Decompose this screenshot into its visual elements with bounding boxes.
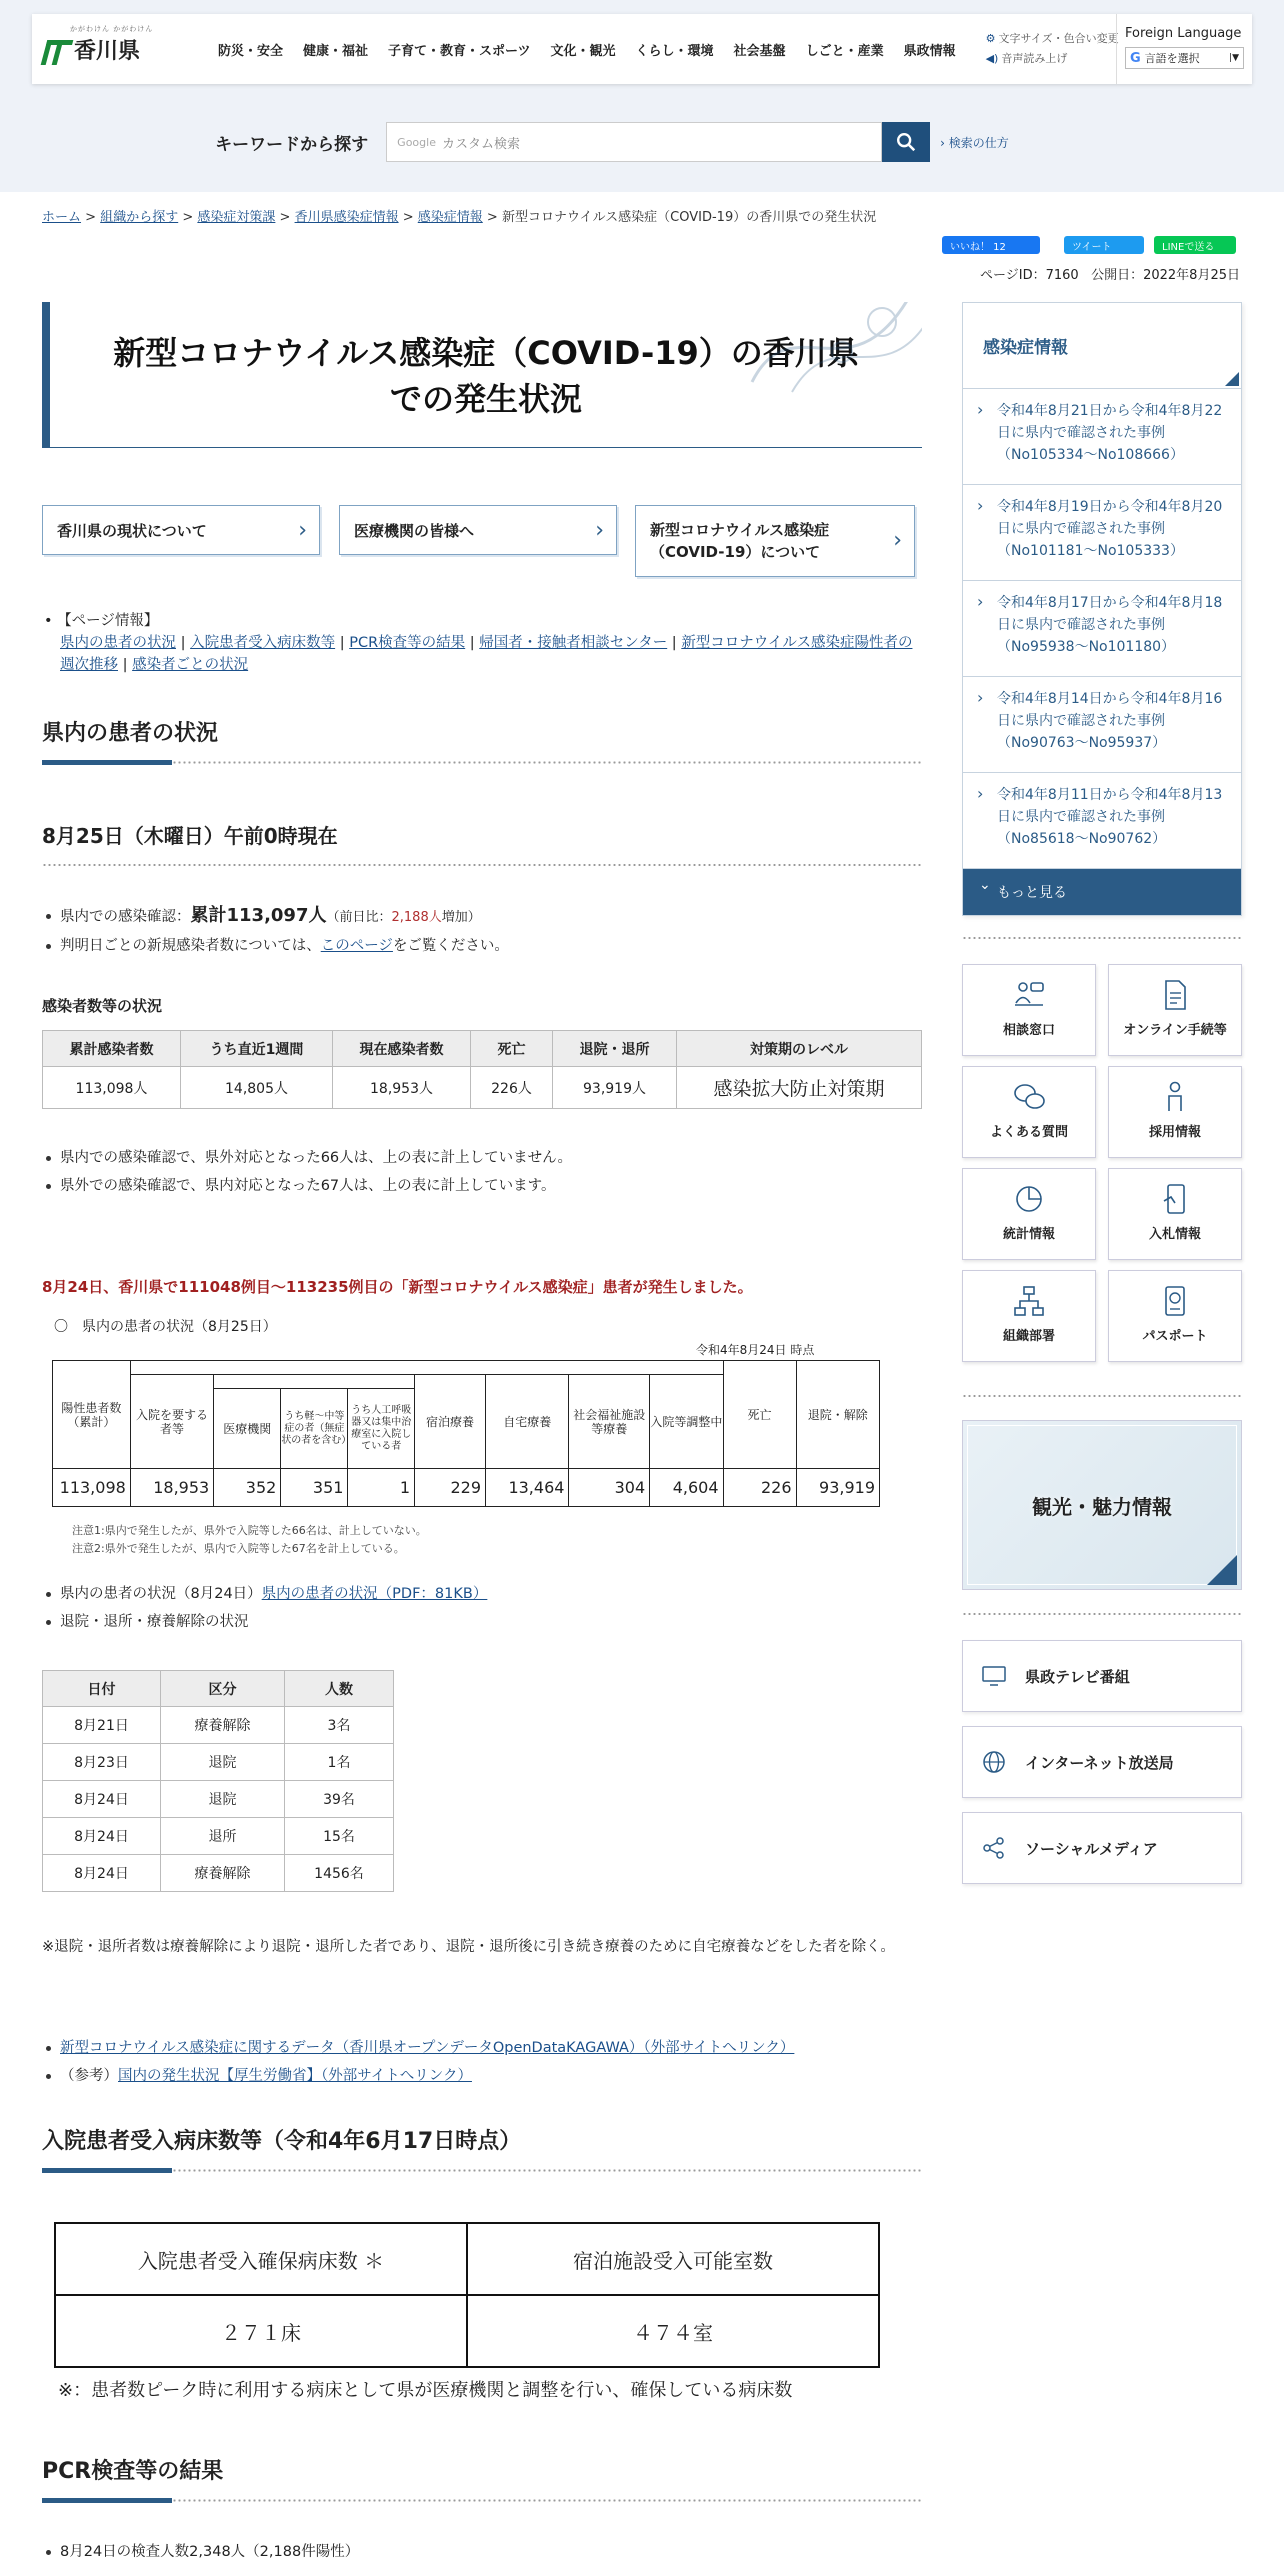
nav-item[interactable]: 防災・安全 <box>218 43 284 59</box>
patients-as-of: 令和4年8月24日 時点 <box>696 1343 815 1357</box>
tourism-banner[interactable] <box>962 1420 1242 1590</box>
tile-statistics[interactable] <box>962 1168 1096 1260</box>
tile-faq[interactable] <box>962 1066 1096 1158</box>
table-cell: 退所 <box>161 1818 285 1855</box>
total-cases: 累計113,097人 <box>190 905 327 926</box>
anchor-link[interactable]: 新型コロナウイルス感染症陽性者の週次推移 <box>60 635 913 673</box>
monitor-icon <box>981 1663 1007 1689</box>
tile-online-procedures[interactable] <box>1108 964 1242 1056</box>
list-item: 県外での感染確認で、県内対応となった67人は、上の表に計上しています。 <box>44 1172 572 1200</box>
discharge-remark: ※退院・退所者数は療養解除により退院・退所した者であり、退院・退所後に引き続き療養のために自宅療養などをした者を除く。 <box>42 1939 895 1955</box>
table-cell: 8月23日 <box>43 1744 161 1781</box>
table-cell: 93,919 <box>796 1469 879 1507</box>
list-item: 県内での感染確認で、県外対応となった66人は、上の表に計上していません。 <box>44 1144 572 1172</box>
global-nav <box>218 40 956 59</box>
table-row <box>43 1818 394 1855</box>
line-label: LINEで送る <box>1162 241 1215 253</box>
nav-item[interactable]: 文化・観光 <box>550 43 616 59</box>
table-cell: 8月21日 <box>43 1707 161 1744</box>
font-color-setting-link[interactable] <box>986 29 1119 49</box>
show-more-label: ⌄ もっと見る <box>997 885 1067 901</box>
table-cell: 93,919人 <box>553 1067 677 1109</box>
tile-label: 相談窓口 <box>1002 1023 1055 1038</box>
list-item <box>44 2034 794 2062</box>
line-share-button[interactable] <box>1154 236 1236 254</box>
table-header: 区分 <box>161 1671 285 1707</box>
patients-caption: 〇 県内の患者の状況（8月25日） <box>54 1319 277 1335</box>
social-buttons <box>942 236 1236 254</box>
anchor-link[interactable]: 帰国者・接触者相談センター <box>479 635 668 651</box>
search-help-link[interactable]: › 検索の仕方 <box>940 135 1009 150</box>
fb-label: いいね！ 12 <box>950 241 1006 253</box>
social-media-link[interactable] <box>962 1812 1242 1884</box>
table-header: 累計感染者数 <box>43 1031 181 1067</box>
table-cell: 352 <box>214 1469 281 1507</box>
list-item <box>44 902 509 932</box>
table-header: 宿泊施設受入可能室数 <box>467 2223 879 2295</box>
notes-list <box>44 1144 572 1200</box>
list-item <box>44 1580 487 1608</box>
table-cell: 1名 <box>285 1744 394 1781</box>
search-help-label: 検索の仕方 <box>948 135 1009 150</box>
language-selector <box>1116 14 1252 84</box>
tile-bidding[interactable] <box>1108 1168 1242 1260</box>
nav-item[interactable]: くらし・環境 <box>635 43 714 59</box>
speech-bubble-icon <box>1011 1079 1047 1115</box>
table-header: うち人工呼吸器又は集中治療室に入院している者 <box>348 1389 415 1469</box>
note: 注意1:県内で発生したが、県外で入院等した66名は、計上していない。 <box>72 1524 427 1537</box>
tile-label: 採用情報 <box>1148 1125 1201 1140</box>
nav-item[interactable]: しごと・産業 <box>805 43 884 59</box>
table-row <box>53 1469 880 1507</box>
table-cell: 304 <box>569 1469 650 1507</box>
language-dropdown[interactable] <box>1125 47 1244 69</box>
org-chart-icon <box>1011 1283 1047 1319</box>
list-item <box>44 2062 794 2090</box>
daily-increase: 2,188人 <box>391 910 442 925</box>
table-header: 退院・退所 <box>553 1031 677 1067</box>
gear-icon: ⚙ <box>985 32 996 45</box>
table-cell: 8月24日 <box>43 1818 161 1855</box>
table-header: 死亡 <box>723 1361 796 1469</box>
nav-item[interactable]: 子育て・教育・スポーツ <box>388 43 531 59</box>
google-search-brand: Google <box>397 135 436 149</box>
site-header <box>32 14 1252 84</box>
tile-recruitment[interactable] <box>1108 1066 1242 1158</box>
table-cell: ４７４室 <box>467 2295 879 2367</box>
nav-item[interactable]: 県政情報 <box>903 43 956 59</box>
page-title: 新型コロナウイルス感染症（COVID-19）の香川県での発生状況 <box>113 334 859 418</box>
search-placeholder: カスタム検索 <box>441 136 520 152</box>
section-heading-patients: 県内の患者の状況 <box>42 716 922 765</box>
table-header: 入院を要する者等 <box>130 1375 213 1469</box>
table-cell: 226 <box>723 1469 796 1507</box>
tile-label: パスポート <box>1142 1329 1208 1344</box>
sidebar-item[interactable]: › 令和4年8月14日から令和4年8月16日に県内で確認された事例（No90763～No95937） <box>963 677 1241 773</box>
document-icon <box>1157 977 1193 1013</box>
mhlw-link[interactable]: 国内の発生状況【厚生労働省】（外部サイトへリンク） <box>118 2068 472 2084</box>
pie-chart-icon <box>1011 1181 1047 1217</box>
search-label: キーワードから探す <box>215 134 369 155</box>
list-item: 退院・退所・療養解除の状況 <box>44 1608 487 1636</box>
table-header: 医療機関 <box>214 1389 281 1469</box>
table-cell: 351 <box>281 1469 348 1507</box>
table-cell: 18,953 <box>130 1469 213 1507</box>
table-notes <box>72 1522 427 1558</box>
tile-label: オンライン手続等 <box>1123 1023 1227 1038</box>
covid19-about-button[interactable] <box>635 505 915 577</box>
discharge-table <box>42 1670 394 1892</box>
page-meta <box>980 264 1240 283</box>
status-table <box>42 1030 922 1109</box>
table-cell: 14,805人 <box>181 1067 333 1109</box>
table-header: 社会福祉施設等療養 <box>569 1375 650 1469</box>
medical-institutions-button[interactable] <box>339 505 617 555</box>
tweet-label: ツイート <box>1072 241 1112 253</box>
tile-label: 入札情報 <box>1148 1227 1201 1242</box>
text: をご覧ください。 <box>392 938 509 954</box>
globe-icon <box>981 1749 1007 1775</box>
page-info: • 【ページ情報】 県内の患者の状況 | 入院患者受入病床数等 | PCR検査等の結果 | 帰国者・接触者相談センター | 新型コロナウイルス感染症陽性者の週次推移 | 感染者ごとの状況 <box>44 613 913 673</box>
font-setting-label: 文字サイズ・色合い変更 <box>998 32 1119 45</box>
tweet-button[interactable] <box>1064 236 1144 254</box>
patients-pdf-link[interactable]: 県内の患者の状況（PDF：81KB） <box>261 1586 488 1602</box>
table-cell: 18,953人 <box>333 1067 471 1109</box>
table-header: 入院患者受入確保病床数 ＊ <box>55 2223 467 2295</box>
breadcrumb-link[interactable]: 感染症対策課 <box>197 210 276 225</box>
anchor-link[interactable]: 感染者ごとの状況 <box>132 657 249 673</box>
breadcrumb-link[interactable]: 感染症情報 <box>417 210 483 225</box>
note: 注意2:県外で発生したが、県内で入院等した67名を計上している。 <box>72 1542 405 1555</box>
divider <box>962 1612 1242 1616</box>
tv-program-link[interactable] <box>962 1640 1242 1712</box>
table-header-spacer <box>130 1361 723 1375</box>
nav-item[interactable]: 社会基盤 <box>733 43 786 59</box>
table-row <box>55 2295 879 2367</box>
table-cell: 226人 <box>471 1067 553 1109</box>
list-item: 8月24日の検査人数2,348人（2,188件陽性） <box>44 2538 359 2566</box>
share-icon <box>981 1835 1007 1861</box>
logo-text: 香川県 <box>74 38 141 64</box>
published-date: 公開日：2022年8月25日 <box>1091 268 1240 283</box>
table-header: 死亡 <box>471 1031 553 1067</box>
text: 判明日ごとの新規感染者数については、 <box>60 938 321 954</box>
breadcrumb: ホーム > 組織から探す > 感染症対策課 > 香川県感染症情報 > 感染症情報 > 新型コロナウイルス感染症（COVID-19）の香川県での発生状況 <box>42 210 877 225</box>
anchor-link[interactable]: 県内の患者の状況 <box>60 635 176 651</box>
sidebar-title: 感染症情報 <box>963 303 1241 389</box>
anchor-link[interactable]: PCR検査等の結果 <box>349 635 466 651</box>
text: （前日比： <box>326 910 392 925</box>
page-info-label: 【ページ情報】 <box>57 613 159 629</box>
table-cell: 1456名 <box>285 1855 394 1892</box>
language-dropdown-label: 言語を選択 <box>1144 52 1200 65</box>
sidebar-item[interactable]: › 令和4年8月11日から令和4年8月13日に県内で確認された事例（No85618～No90762） <box>963 773 1241 869</box>
table-header: 対策期のレベル <box>677 1031 922 1067</box>
tile-organization[interactable] <box>962 1270 1096 1362</box>
sidebar-infection-info <box>962 302 1242 916</box>
section-heading-beds: 入院患者受入病床数等（令和4年6月17日時点） <box>42 2124 922 2173</box>
table-cell: 療養解除 <box>161 1855 285 1892</box>
text: 県内での感染確認： <box>60 909 191 925</box>
table-row <box>43 1067 922 1109</box>
site-logo[interactable] <box>42 24 182 65</box>
divider <box>962 1394 1242 1398</box>
voice-reading-link[interactable] <box>986 49 1119 69</box>
table-row <box>43 1781 394 1818</box>
table-cell: 15名 <box>285 1818 394 1855</box>
divider <box>962 936 1242 940</box>
table-cell: 療養解除 <box>161 1707 285 1744</box>
this-page-link[interactable]: このページ <box>320 938 393 954</box>
table-cell: 8月24日 <box>43 1781 161 1818</box>
floral-decoration-icon <box>732 302 922 402</box>
banner-label: 観光・魅力情報 <box>1032 1494 1172 1519</box>
link-label: 県政テレビ番組 <box>1025 1667 1130 1686</box>
table-cell: 4,604 <box>650 1469 723 1507</box>
table-cell: 8月24日 <box>43 1855 161 1892</box>
bidding-icon <box>1157 1181 1193 1217</box>
table-cell: 感染拡大防止対策期 <box>677 1067 922 1109</box>
patients-table <box>52 1360 880 1507</box>
breadcrumb-link[interactable]: ホーム <box>42 210 82 225</box>
search-bar <box>0 122 1284 162</box>
tile-label: 組織部署 <box>1002 1329 1055 1344</box>
button-label: 香川県の現状について <box>57 521 207 540</box>
table-header: うち軽～中等症の者（無症状の者を含む） <box>281 1389 348 1469</box>
kagawa-logo-icon <box>42 36 68 62</box>
button-label: 新型コロナウイルス感染症（COVID-19）について <box>650 521 830 561</box>
table-header: うち直近1週間 <box>181 1031 333 1067</box>
internet-broadcast-link[interactable] <box>962 1726 1242 1798</box>
text: 増加） <box>441 910 481 925</box>
pdf-links-list <box>44 1580 487 1636</box>
voice-label: 音声読み上げ <box>1001 52 1068 65</box>
pcr-list <box>44 2538 359 2566</box>
current-status-button[interactable] <box>42 505 320 555</box>
table-cell: 113,098人 <box>43 1067 181 1109</box>
search-input[interactable] <box>386 122 882 162</box>
tile-label: 統計情報 <box>1002 1227 1055 1242</box>
external-links-list <box>44 2034 794 2090</box>
table-cell: 229 <box>415 1469 486 1507</box>
infection-summary-list <box>44 902 509 960</box>
table-cell: ２７１床 <box>55 2295 467 2367</box>
date-heading: 8月25日（木曜日）午前0時現在 <box>42 820 922 867</box>
link-label: インターネット放送局 <box>1025 1753 1174 1772</box>
search-button[interactable] <box>882 122 930 162</box>
beds-note: ※：患者数ピーク時に利用する病床として県が医療機関と調整を行い、確保している病床数 <box>58 2380 793 2401</box>
google-icon: G <box>1130 50 1141 66</box>
table-header: 人数 <box>285 1671 394 1707</box>
facebook-like-button[interactable] <box>942 236 1040 254</box>
table-cell: 113,098 <box>53 1469 131 1507</box>
table-header: 自宅療養 <box>486 1375 569 1469</box>
table-header: 宿泊療養 <box>415 1375 486 1469</box>
table-header: 陽性患者数（累計） <box>53 1361 131 1469</box>
language-title: Foreign Language <box>1125 26 1242 41</box>
tile-consultation[interactable] <box>962 964 1096 1056</box>
page-title-box <box>42 302 922 448</box>
new-cases-alert: 8月24日、香川県で111048例目～113235例目の「新型コロナウイルス感染症」患者が発生しました。 <box>42 1278 753 1296</box>
table-cell: 退院 <box>161 1781 285 1818</box>
tile-passport[interactable] <box>1108 1270 1242 1362</box>
chevron-down-icon: |▼ <box>1229 53 1239 63</box>
table-row <box>43 1707 394 1744</box>
logo-subtext: かがわけん かがわけん <box>70 24 154 33</box>
person-icon <box>1157 1079 1193 1115</box>
beds-table <box>54 2222 880 2368</box>
nav-item[interactable]: 健康・福祉 <box>303 43 369 59</box>
opendata-link[interactable]: 新型コロナウイルス感染症に関するデータ（香川県オープンデータOpenDataKAGAWA）（外部サイトへリンク） <box>60 2040 795 2056</box>
sidebar-item[interactable]: › 令和4年8月17日から令和4年8月18日に県内で確認された事例（No95938～No101180） <box>963 581 1241 677</box>
table-cell: 1 <box>348 1469 415 1507</box>
anchor-link[interactable]: 入院患者受入病床数等 <box>190 635 336 651</box>
table-cell: 退院 <box>161 1744 285 1781</box>
button-label: 医療機関の皆様へ <box>354 521 475 540</box>
text: 県内の患者の状況（8月24日） <box>60 1586 262 1602</box>
table-cell: 13,464 <box>486 1469 569 1507</box>
list-item <box>44 932 509 960</box>
table-header: 日付 <box>43 1671 161 1707</box>
table-cell: 39名 <box>285 1781 394 1818</box>
section-heading-pcr: PCR検査等の結果 <box>42 2454 922 2503</box>
passport-icon <box>1157 1283 1193 1319</box>
text: （参考） <box>60 2068 118 2084</box>
search-icon <box>895 131 917 153</box>
show-more-button[interactable] <box>963 869 1241 915</box>
consultation-icon <box>1011 977 1047 1013</box>
table-cell: 3名 <box>285 1707 394 1744</box>
link-label: ソーシャルメディア <box>1025 1839 1158 1858</box>
table-header: 現在感染者数 <box>333 1031 471 1067</box>
breadcrumb-link[interactable]: 香川県感染症情報 <box>294 210 399 225</box>
utility-links <box>986 29 1119 69</box>
table-header: 入院等調整中 <box>650 1375 723 1469</box>
table-header-spacer <box>214 1375 415 1389</box>
speaker-icon: ◀) <box>985 52 999 65</box>
status-subheading: 感染者数等の状況 <box>42 997 163 1015</box>
table-header: 退院・解除 <box>796 1361 879 1469</box>
page-id: ページID：7160 <box>980 268 1079 283</box>
table-row <box>43 1744 394 1781</box>
tile-label: よくある質問 <box>989 1125 1068 1140</box>
breadcrumb-link[interactable]: 組織から探す <box>100 210 179 225</box>
sidebar-item[interactable]: › 令和4年8月21日から令和4年8月22日に県内で確認された事例（No105334～No108666） <box>963 389 1241 485</box>
breadcrumb-current: 新型コロナウイルス感染症（COVID-19）の香川県での発生状況 <box>501 210 877 225</box>
table-row <box>43 1855 394 1892</box>
sidebar-item[interactable]: › 令和4年8月19日から令和4年8月20日に県内で確認された事例（No101181～No105333） <box>963 485 1241 581</box>
